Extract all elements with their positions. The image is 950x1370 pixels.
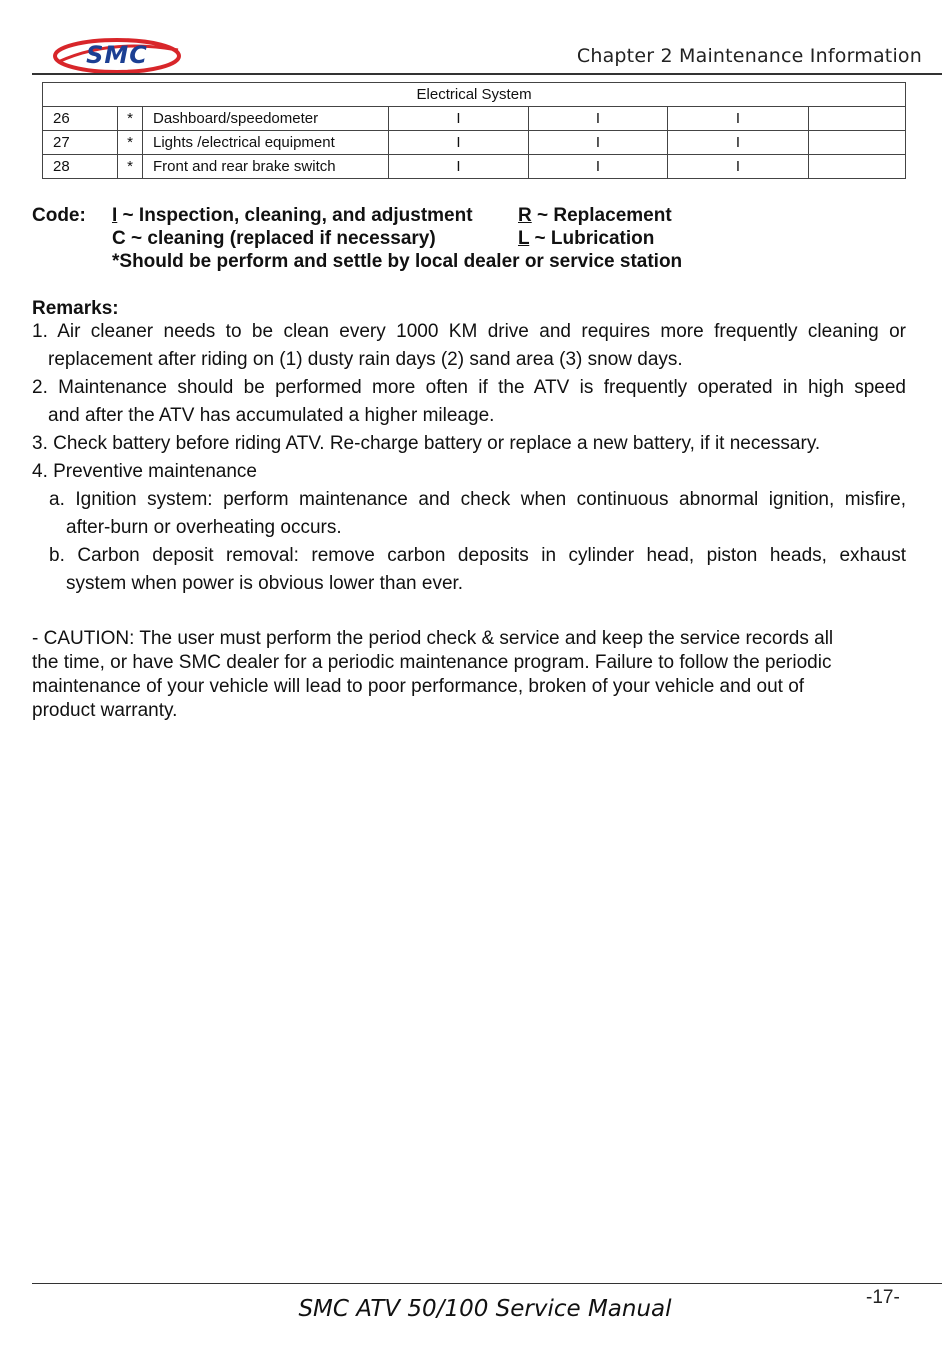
- header-divider: [32, 73, 942, 75]
- code-letter: C: [112, 228, 126, 249]
- interval-cell: I: [529, 155, 668, 179]
- maintenance-table: [42, 82, 906, 179]
- page-number: -17-: [866, 1287, 900, 1308]
- remark-1: [32, 318, 906, 374]
- table-row: [43, 131, 906, 155]
- code-text: ~ cleaning (replaced if necessary): [125, 228, 436, 249]
- item-number: 27: [43, 131, 118, 155]
- manual-title: SMC ATV 50/100 Service Manual: [298, 1296, 672, 1322]
- remark-line: b. Carbon deposit removal: remove carbon deposits in cylinder head, piston heads, exhaust: [49, 545, 906, 566]
- remark-4: [32, 458, 906, 486]
- code-label: Code:: [32, 205, 86, 226]
- remark-line: a. Ignition system: perform maintenance and check when continuous abnormal ignition, misfire,: [49, 489, 906, 510]
- dealer-mark: *: [118, 155, 143, 179]
- remark-3: [32, 430, 906, 458]
- remark-line: 4. Preventive maintenance: [32, 461, 257, 482]
- remark-line: 3. Check battery before riding ATV. Re-charge battery or replace a new battery, if it necessary.: [32, 433, 821, 454]
- code-note: *Should be perform and settle by local dealer or service station: [112, 251, 683, 272]
- remark-line: system when power is obvious lower than ever.: [66, 573, 464, 594]
- code-lubrication: [518, 227, 654, 250]
- remark-line: after-burn or overheating occurs.: [66, 517, 342, 538]
- remark-line: and after the ATV has accumulated a higher mileage.: [48, 405, 495, 426]
- interval-cell: I: [668, 131, 809, 155]
- remark-2: [32, 374, 906, 430]
- interval-cell: I: [668, 155, 809, 179]
- remark-4b: [49, 542, 906, 598]
- code-text: ~ Replacement: [531, 205, 672, 226]
- table-section-row: [43, 83, 906, 107]
- code-text: ~ Inspection, cleaning, and adjustment: [117, 205, 473, 226]
- table-row: [43, 155, 906, 179]
- chapter-title: Chapter 2 Maintenance Information: [576, 45, 922, 67]
- remark-line: 2. Maintenance should be performed more often if the ATV is frequently operated in high speed: [32, 377, 906, 398]
- code-letter: I: [112, 205, 118, 226]
- remark-line: 1. Air cleaner needs to be clean every 1000 KM drive and requires more frequently cleaning or: [32, 321, 906, 342]
- interval-cell: I: [389, 131, 529, 155]
- caution-line: the time, or have SMC dealer for a periodic maintenance program. Failure to follow the periodic: [32, 652, 832, 673]
- item-name: Front and rear brake switch: [143, 155, 389, 179]
- code-cleaning: [112, 227, 436, 250]
- item-name: Lights /electrical equipment: [143, 131, 389, 155]
- dealer-mark: *: [118, 107, 143, 131]
- smc-logo: [50, 36, 184, 76]
- interval-cell: I: [529, 131, 668, 155]
- caution-line: - CAUTION: The user must perform the period check & service and keep the service records all: [32, 628, 834, 649]
- item-number: 28: [43, 155, 118, 179]
- interval-cell: I: [529, 107, 668, 131]
- item-name: Dashboard/speedometer: [143, 107, 389, 131]
- caution-line: product warranty.: [32, 700, 178, 721]
- code-replacement: [518, 204, 672, 227]
- section-title: Electrical System: [43, 83, 906, 107]
- interval-cell: [809, 107, 906, 131]
- code-letter: L: [518, 228, 530, 249]
- remark-4a: [49, 486, 906, 542]
- remark-line: replacement after riding on (1) dusty rain days (2) sand area (3) snow days.: [48, 349, 683, 370]
- code-inspection: [112, 204, 473, 227]
- dealer-mark: *: [118, 131, 143, 155]
- code-text: ~ Lubrication: [529, 228, 655, 249]
- item-number: 26: [43, 107, 118, 131]
- caution-note: [32, 627, 902, 723]
- interval-cell: I: [389, 107, 529, 131]
- svg-text:SMC: SMC: [86, 41, 148, 69]
- interval-cell: I: [389, 155, 529, 179]
- interval-cell: [809, 155, 906, 179]
- code-letter: R: [518, 205, 532, 226]
- caution-line: maintenance of your vehicle will lead to poor performance, broken of your vehicle and out of: [32, 676, 805, 697]
- table-row: [43, 107, 906, 131]
- interval-cell: [809, 131, 906, 155]
- interval-cell: I: [668, 107, 809, 131]
- footer-divider: [32, 1283, 942, 1284]
- remarks-title: Remarks:: [32, 298, 119, 319]
